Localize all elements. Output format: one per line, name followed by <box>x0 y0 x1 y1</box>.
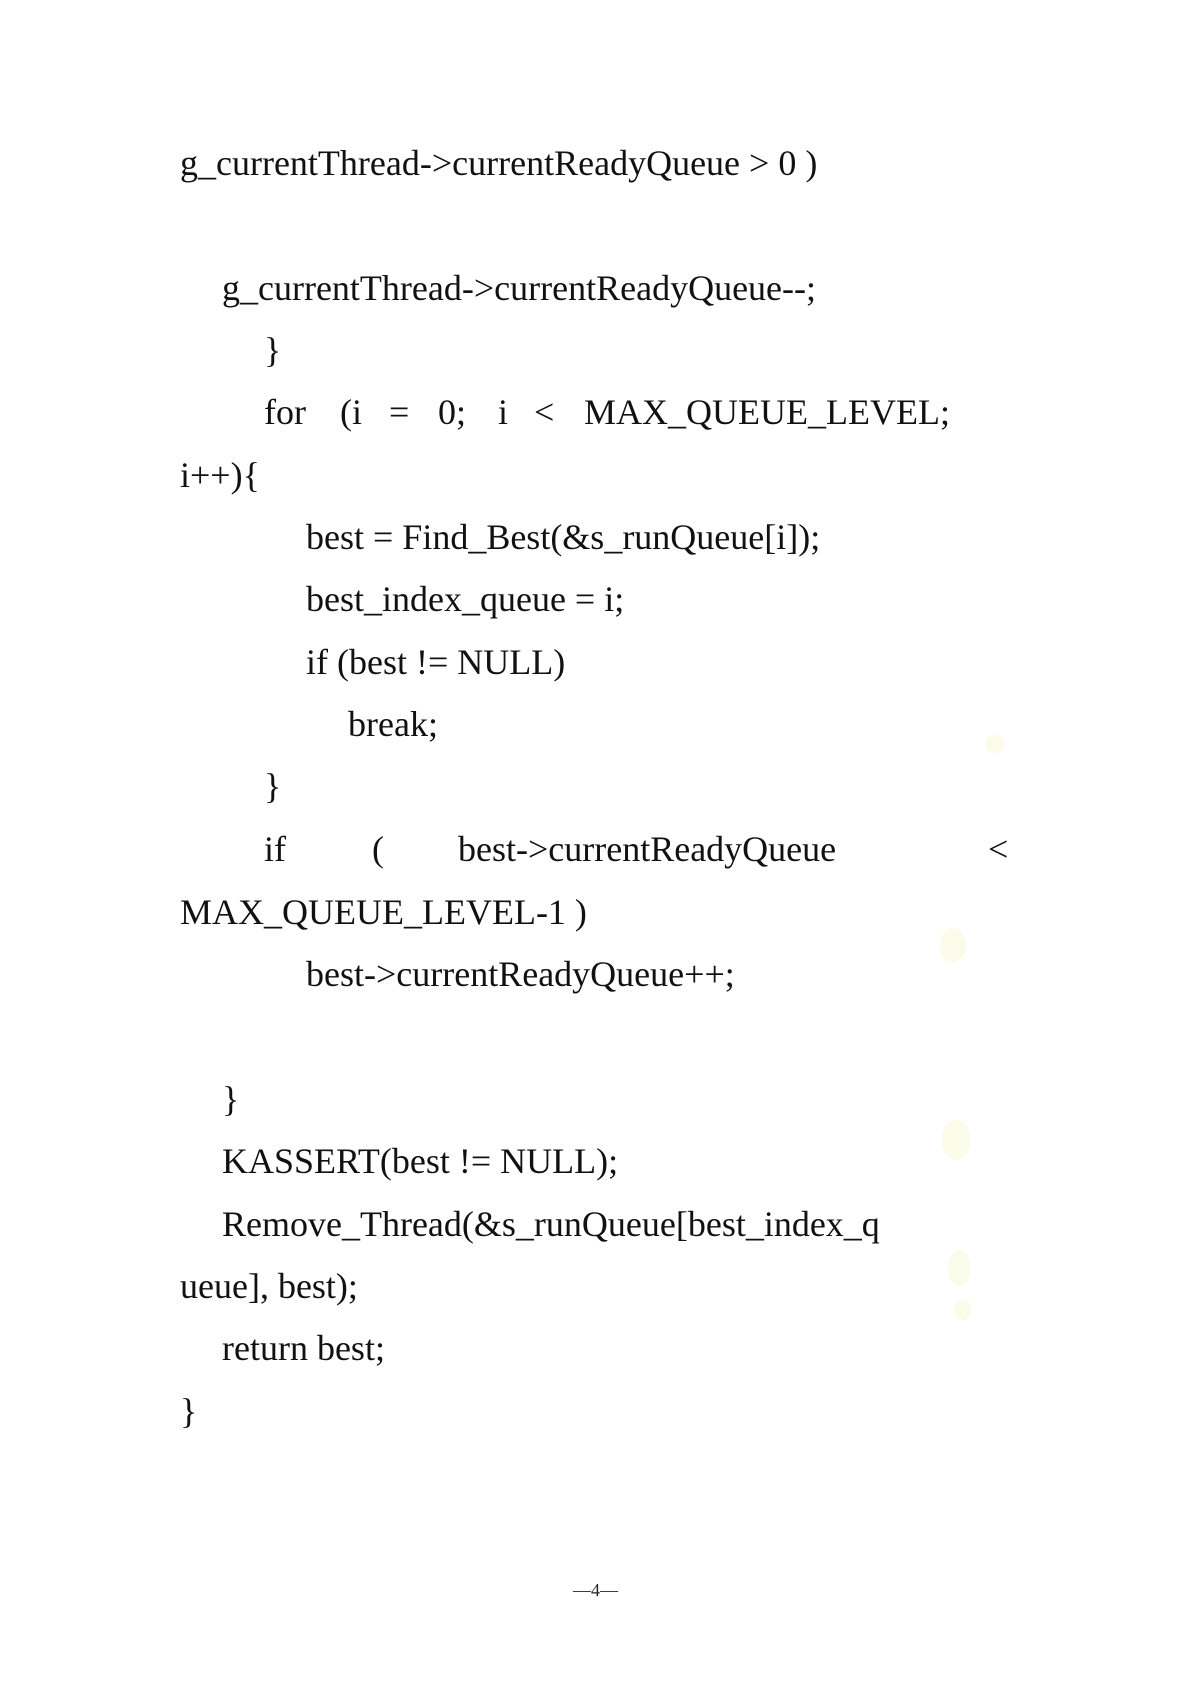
code-line: i++){ <box>180 455 260 495</box>
code-token: < <box>534 392 555 432</box>
code-token: if <box>264 829 286 869</box>
code-line: return best; <box>222 1328 385 1368</box>
scan-smudge <box>955 1300 971 1320</box>
code-line: if (best != NULL) <box>306 642 566 682</box>
page-number: —4— <box>573 1580 618 1600</box>
code-line: best->currentReadyQueue++; <box>306 954 735 994</box>
code-token: i <box>498 392 509 432</box>
code-line: } <box>264 330 282 370</box>
scan-smudge <box>940 928 966 962</box>
code-line: } <box>264 766 282 806</box>
code-token: MAX_QUEUE_LEVEL; <box>584 392 950 432</box>
for-loop-line <box>0 391 1191 433</box>
code-token: (i <box>340 392 362 432</box>
code-line: g_currentThread->currentReadyQueue--; <box>222 268 816 308</box>
code-line: ueue], best); <box>180 1266 358 1306</box>
code-token: for <box>264 392 306 432</box>
code-token: = <box>389 392 410 432</box>
code-line: MAX_QUEUE_LEVEL-1 ) <box>180 892 587 932</box>
code-line: break; <box>348 704 438 744</box>
code-line: g_currentThread->currentReadyQueue > 0 ) <box>180 143 818 183</box>
code-line: best_index_queue = i; <box>306 579 625 619</box>
code-line: } <box>180 1391 198 1431</box>
code-token: 0; <box>438 392 467 432</box>
code-token: ( <box>372 829 384 869</box>
scan-smudge <box>942 1120 970 1160</box>
code-line: KASSERT(best != NULL); <box>222 1141 619 1181</box>
scan-smudge <box>948 1250 970 1286</box>
code-token: best->currentReadyQueue <box>458 829 837 869</box>
code-token: < <box>988 829 1009 869</box>
if-condition-line <box>0 828 1191 870</box>
code-line: Remove_Thread(&s_runQueue[best_index_q <box>222 1204 880 1244</box>
scan-smudge <box>985 735 1005 753</box>
code-line: best = Find_Best(&s_runQueue[i]); <box>306 517 821 557</box>
code-line: } <box>222 1079 240 1119</box>
